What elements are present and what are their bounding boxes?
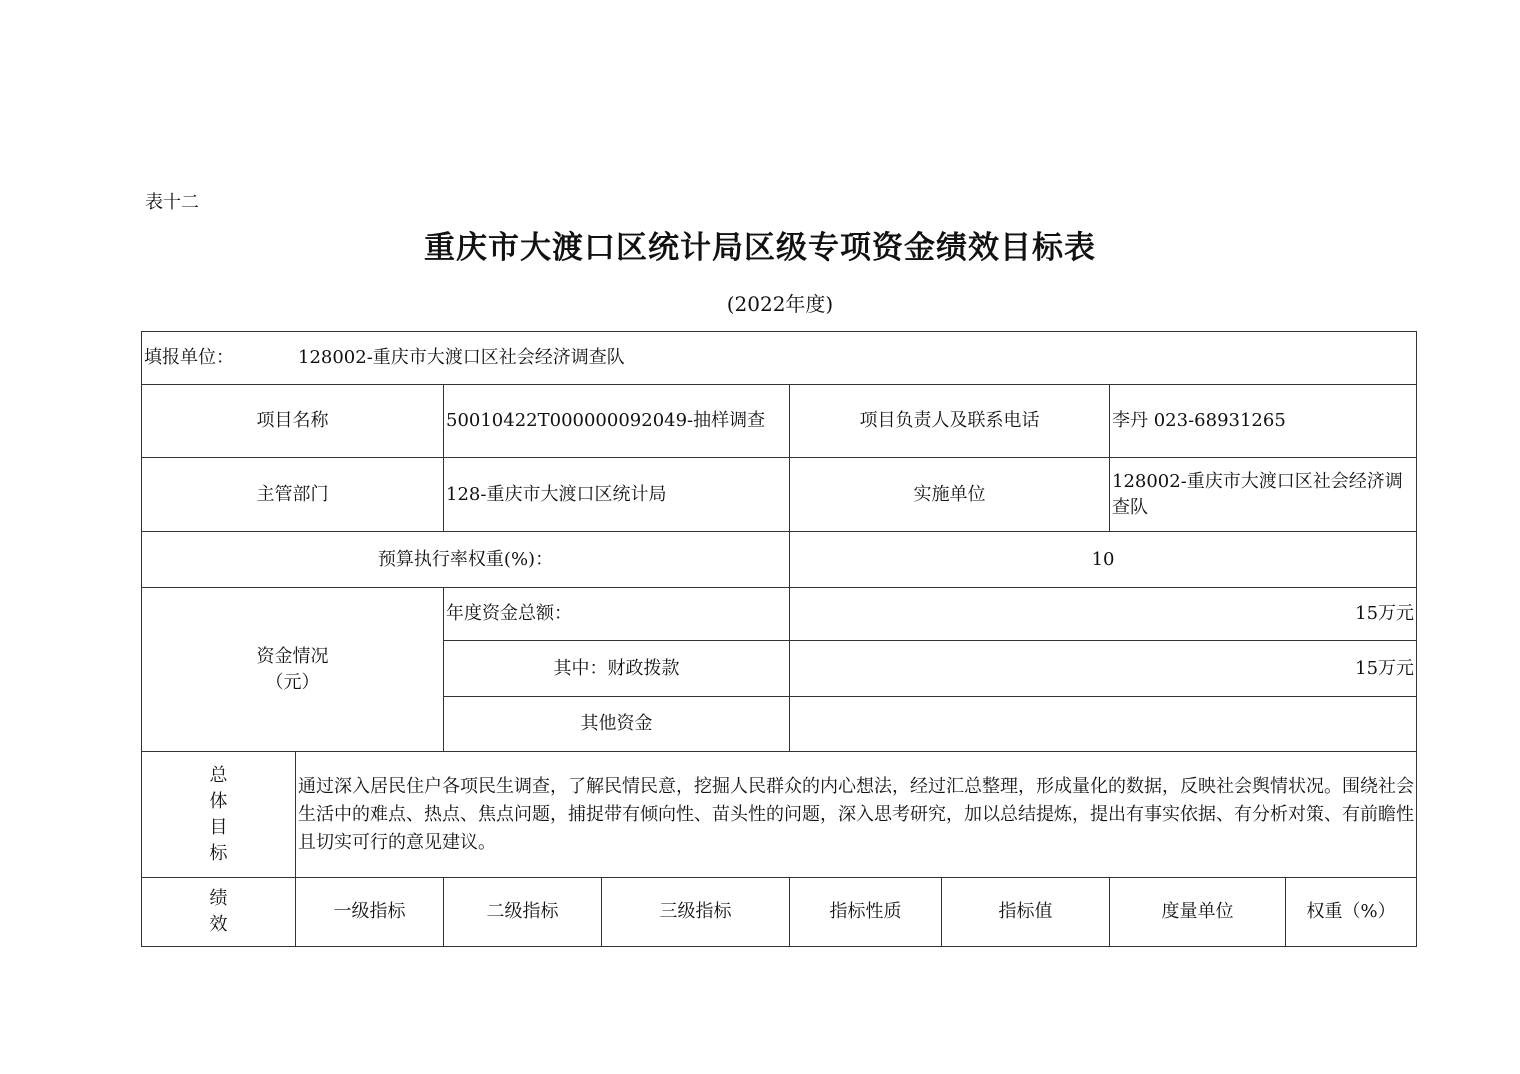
performance-target-table xyxy=(141,331,1417,947)
funds-label-line2: （元） xyxy=(265,671,320,693)
dept-label: 主管部门 xyxy=(142,458,444,532)
perf-label-char: 效 xyxy=(209,914,228,935)
funds-label-line1: 资金情况 xyxy=(256,645,329,667)
project-name-row xyxy=(142,385,1417,458)
project-lead-value: 李丹 023-68931265 xyxy=(1110,385,1417,458)
document-title: 重庆市大渡口区统计局区级专项资金绩效目标表 xyxy=(424,230,1096,266)
reporting-unit-label: 填报单位： xyxy=(144,347,234,368)
budget-weight-value: 10 xyxy=(790,532,1417,588)
document-year: (2022年度) xyxy=(726,292,834,316)
overall-goal-text: 通过深入居民住户各项民生调查，了解民情民意，挖掘人民群众的内心想法，经过汇总整理，形成量化的数据，反映社会舆情状况。围绕社会生活中的难点、热点、焦点问题，捕捉带有倾向性、苗头性的问题，深入思考研究，加以总结提炼，提出有事实依据、有分析对策、有前瞻性且切实可行的意见建议。 xyxy=(296,752,1417,878)
project-lead-label: 项目负责人及联系电话 xyxy=(790,385,1110,458)
impl-unit-value: 128002-重庆市大渡口区社会经济调查队 xyxy=(1110,458,1417,532)
fiscal-label: 其中：财政拨款 xyxy=(444,641,790,697)
budget-weight-row xyxy=(142,532,1417,588)
indicator-nature-header: 指标性质 xyxy=(790,878,942,947)
funds-label xyxy=(142,588,444,752)
reporting-unit-row xyxy=(142,332,1417,385)
annual-total-label: 年度资金总额： xyxy=(444,588,790,641)
dept-value: 128-重庆市大渡口区统计局 xyxy=(444,458,790,532)
budget-weight-label: 预算执行率权重(%)： xyxy=(142,532,790,588)
goal-label-char: 目 xyxy=(209,816,228,838)
goal-label-char: 标 xyxy=(209,842,228,864)
level1-indicator-header: 一级指标 xyxy=(296,878,444,947)
project-name-value: 50010422T000000092049-抽样调查 xyxy=(444,385,790,458)
table-number-label: 表十二 xyxy=(145,192,199,213)
goal-label-char: 总 xyxy=(209,764,228,786)
level2-indicator-header: 二级指标 xyxy=(444,878,602,947)
goal-label-char: 体 xyxy=(209,790,228,812)
overall-goal-label xyxy=(142,752,296,878)
other-funds-value xyxy=(790,697,1417,752)
other-funds-label: 其他资金 xyxy=(444,697,790,752)
annual-total-row xyxy=(142,588,1417,641)
measure-unit-header: 度量单位 xyxy=(1110,878,1286,947)
performance-header-row xyxy=(142,878,1417,947)
impl-unit-label: 实施单位 xyxy=(790,458,1110,532)
indicator-value-header: 指标值 xyxy=(942,878,1110,947)
department-row xyxy=(142,458,1417,532)
performance-label xyxy=(142,878,296,947)
fiscal-value: 15万元 xyxy=(790,641,1417,697)
annual-total-value: 15万元 xyxy=(790,588,1417,641)
weight-header: 权重（%） xyxy=(1286,878,1417,947)
reporting-unit-value: 128002-重庆市大渡口区社会经济调查队 xyxy=(298,347,625,368)
level3-indicator-header: 三级指标 xyxy=(602,878,790,947)
perf-label-char: 绩 xyxy=(209,888,228,909)
overall-goal-row xyxy=(142,752,1417,878)
project-name-label: 项目名称 xyxy=(142,385,444,458)
